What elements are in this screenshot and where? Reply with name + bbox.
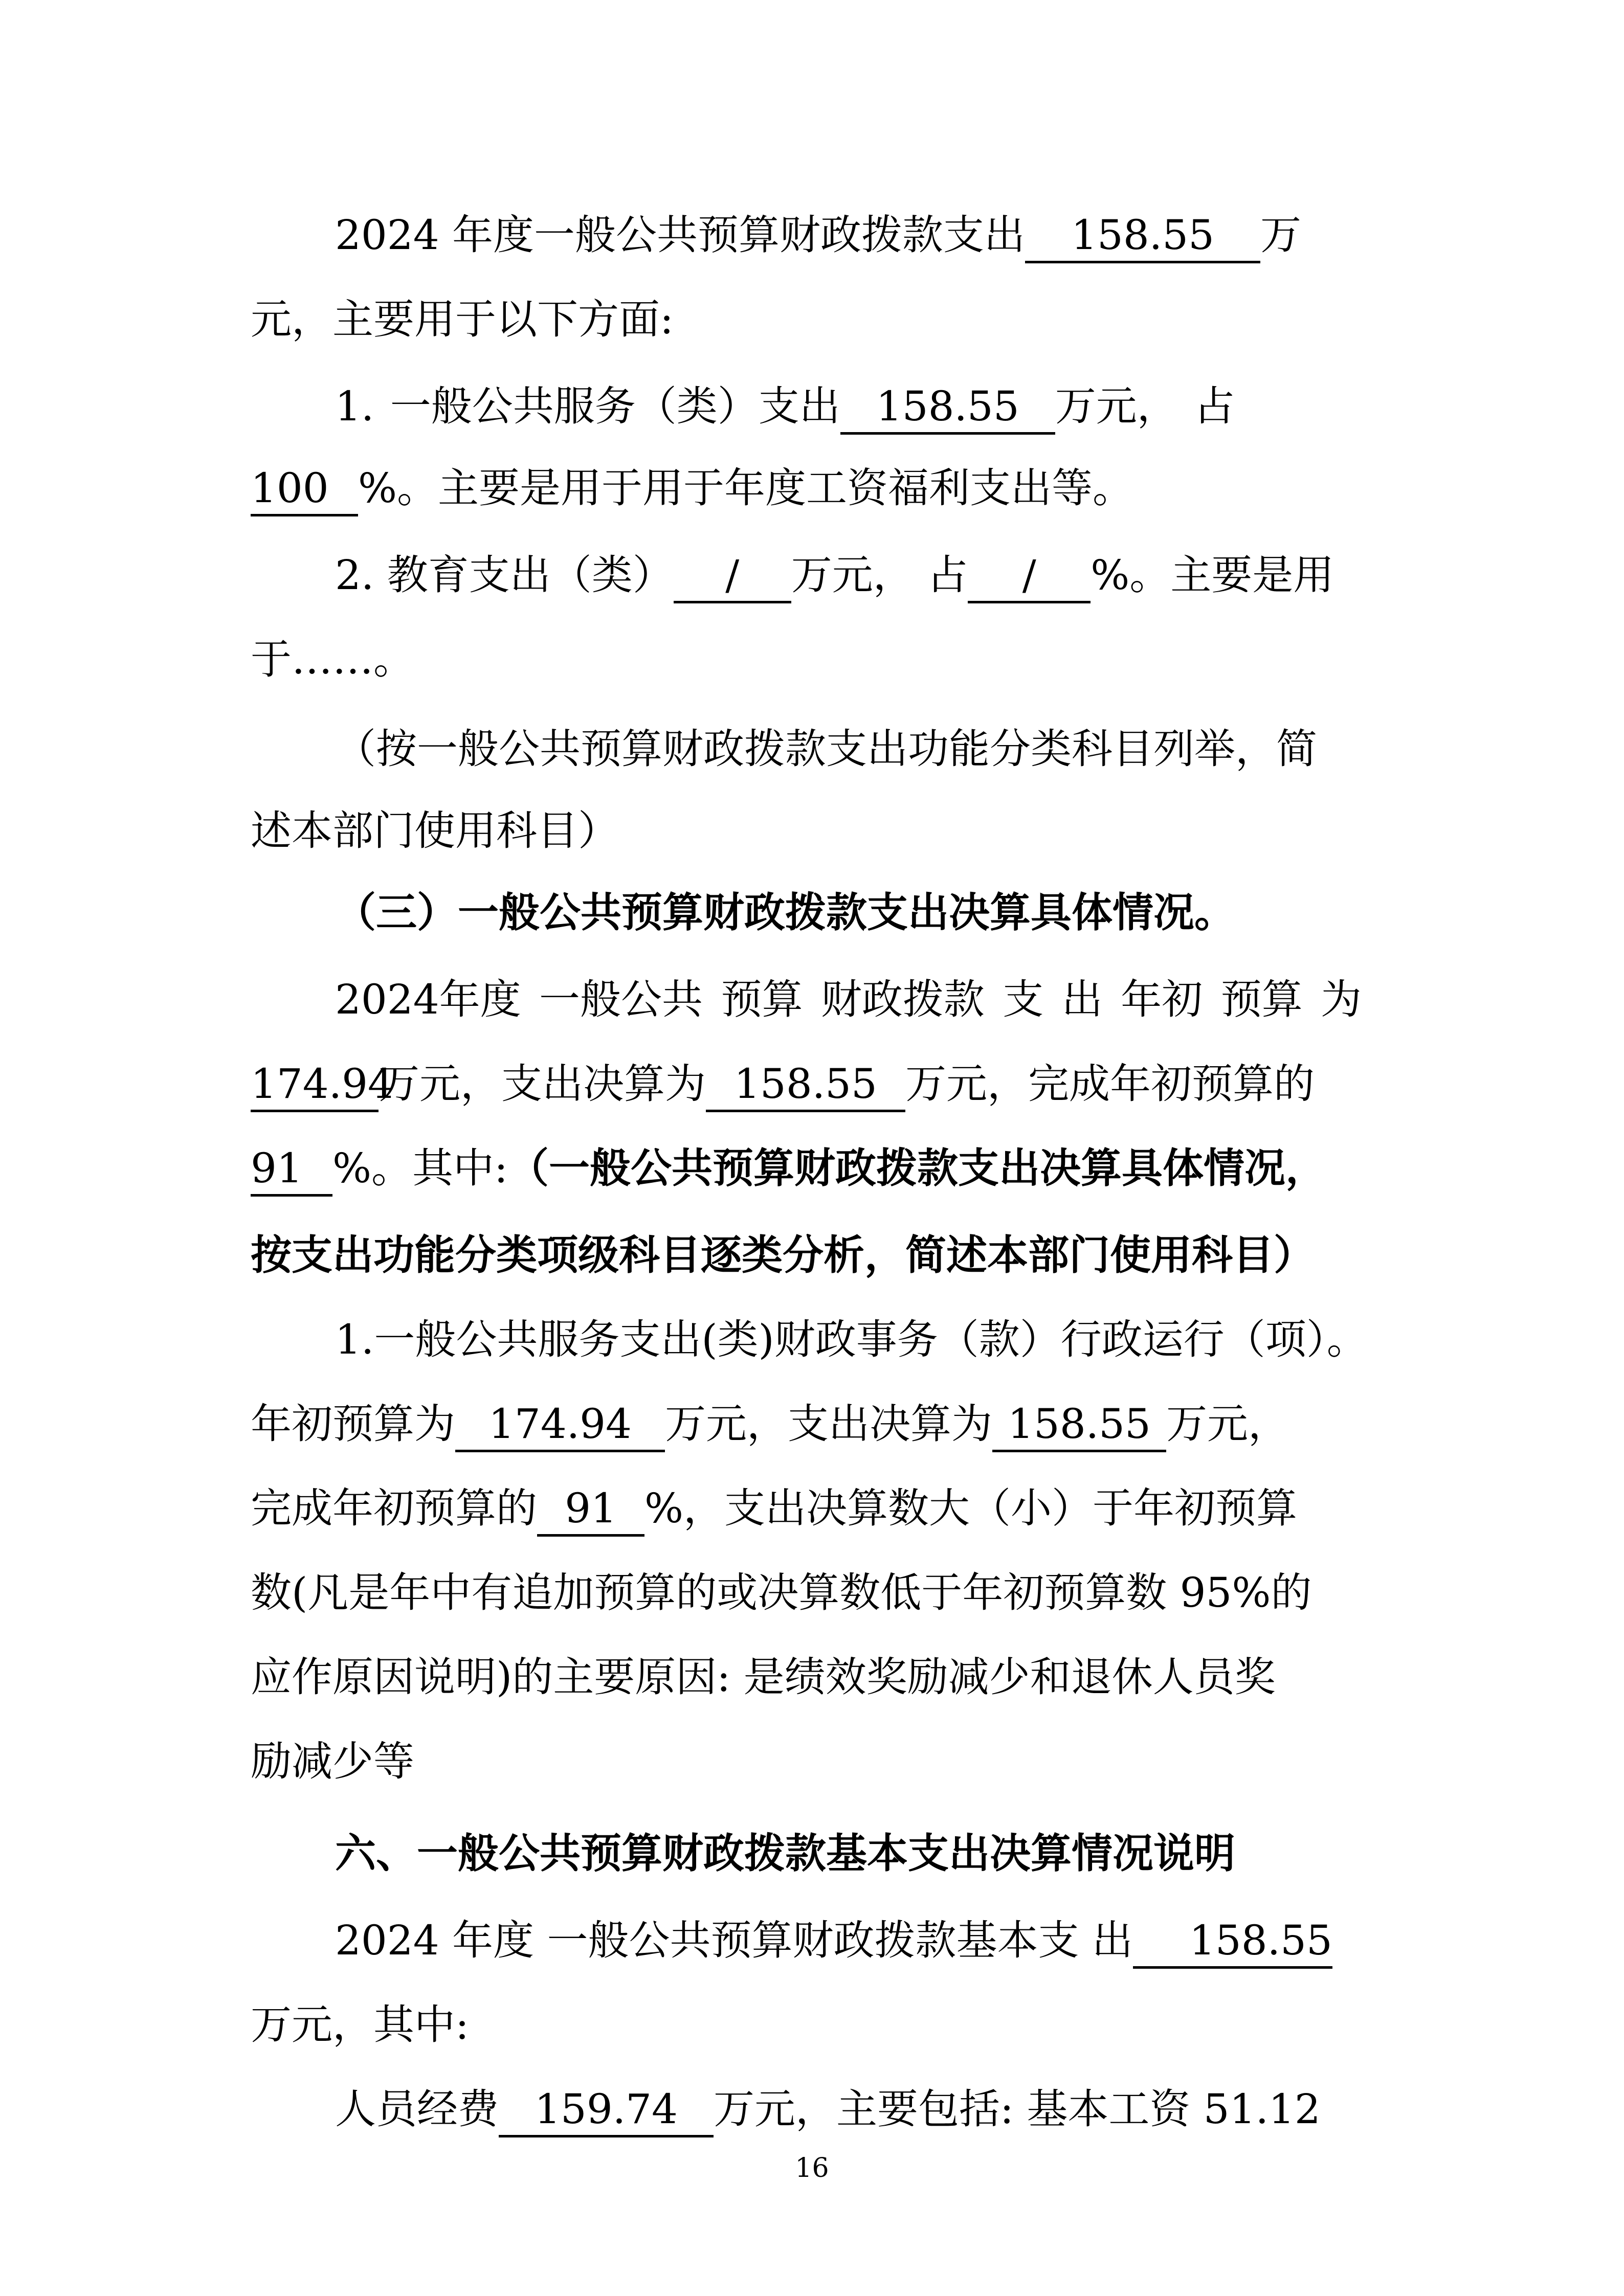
list-item-line bbox=[251, 460, 1133, 516]
paragraph-line bbox=[335, 972, 1362, 1028]
amount-underlined: 158.55 bbox=[1133, 1915, 1332, 1969]
bold-text-span: （一般公共预算财政拨款支出决算具体情况， bbox=[507, 1144, 1326, 1192]
text-span: 万元，支出决算为 bbox=[379, 1060, 706, 1108]
text-span: 万元，完成年初预算的 bbox=[905, 1060, 1315, 1108]
final-underlined: 158.55 bbox=[706, 1059, 905, 1112]
paragraph-line bbox=[335, 1312, 1368, 1368]
text-span: 万元，其中: bbox=[251, 2001, 469, 2049]
text-span: （按一般公共预算财政拨款支出功能分类科目列举，简 bbox=[335, 725, 1317, 773]
paragraph-line bbox=[251, 291, 674, 348]
text-span: 于……。 bbox=[251, 636, 414, 683]
text-span: 元，主要用于以下方面: bbox=[251, 296, 674, 343]
text-span: 年初预算为 bbox=[251, 1400, 455, 1448]
text-span: 数(凡是年中有追加预算的或决算数低于年初预算数 95%的 bbox=[251, 1569, 1312, 1616]
paragraph-line bbox=[251, 1396, 1289, 1452]
list-item-line bbox=[335, 378, 1235, 435]
final-underlined: 158.55 bbox=[992, 1399, 1166, 1452]
section-heading: 六、一般公共预算财政拨款基本支出决算情况说明 bbox=[335, 1830, 1235, 1877]
text-span: 万元，支出决算为 bbox=[665, 1400, 992, 1448]
percent-underlined: / bbox=[968, 550, 1091, 603]
list-item-line bbox=[251, 632, 414, 688]
text-span: 人员经费 bbox=[335, 2085, 499, 2133]
paragraph-line bbox=[251, 1649, 1276, 1705]
note-line bbox=[251, 803, 619, 859]
text-span: 2024 年度一般公共预算财政拨款支出 bbox=[335, 211, 1026, 259]
text-span: 应作原因说明)的主要原因: 是绩效奖励减少和退休人员奖 bbox=[251, 1653, 1276, 1701]
text-span: 2. 教育支出（类） bbox=[335, 551, 674, 599]
percent-underlined: 91 bbox=[251, 1143, 332, 1197]
text-span: 1. 一般公共服务（类）支出 bbox=[335, 382, 840, 430]
text-span: 2024 年度 一般公共预算财政拨款基本支 出 bbox=[335, 1917, 1133, 1964]
paragraph-line: 按支出功能分类项级科目逐类分析，简述本部门使用科目） bbox=[251, 1231, 1315, 1279]
text-span: 励减少等 bbox=[251, 1738, 414, 1785]
text-span: 万元， bbox=[1166, 1400, 1289, 1448]
text-span: %，支出决算数大（小）于年初预算 bbox=[644, 1484, 1298, 1532]
text-span: 万 bbox=[1260, 211, 1302, 259]
text-span: 2024年度 一般公共 预算 财政拨款 支 出 年初 预算 为 bbox=[335, 976, 1362, 1023]
text-span: 1.一般公共服务支出(类)财政事务（款）行政运行（项）。 bbox=[335, 1316, 1368, 1363]
paragraph-line bbox=[251, 1997, 469, 2053]
budget-underlined: 174.94 bbox=[455, 1399, 665, 1452]
note-line bbox=[335, 721, 1317, 777]
text-span: 万元，主要包括: 基本工资 51.12 bbox=[714, 2085, 1321, 2133]
percent-underlined: 100 bbox=[251, 463, 358, 516]
paragraph-line bbox=[335, 2081, 1321, 2137]
paragraph-line bbox=[335, 1912, 1332, 1969]
paragraph-line bbox=[251, 1734, 414, 1790]
text-span: 述本部门使用科目） bbox=[251, 807, 619, 854]
paragraph-line bbox=[251, 1056, 1315, 1112]
amount-underlined: 158.55 bbox=[1025, 210, 1260, 263]
amount-underlined: 158.55 bbox=[840, 381, 1055, 435]
text-span: %。主要是用于用于年度工资福利支出等。 bbox=[358, 464, 1134, 512]
amount-underlined: / bbox=[674, 550, 791, 603]
text-span: %。其中: bbox=[332, 1144, 508, 1192]
personnel-underlined: 159.74 bbox=[499, 2084, 714, 2137]
page-number: 16 bbox=[795, 2153, 829, 2184]
paragraph-line bbox=[335, 207, 1301, 263]
text-span: 万元， 占 bbox=[791, 551, 968, 599]
paragraph-line bbox=[251, 1480, 1297, 1537]
section-heading: （三）一般公共预算财政拨款支出决算具体情况。 bbox=[335, 889, 1235, 936]
list-item-line bbox=[335, 547, 1334, 603]
percent-underlined: 91 bbox=[537, 1483, 644, 1537]
paragraph-line bbox=[251, 1140, 1326, 1197]
text-span: %。主要是用 bbox=[1091, 551, 1334, 599]
paragraph-line bbox=[251, 1565, 1311, 1621]
text-span: 万元， 占 bbox=[1055, 382, 1235, 430]
budget-underlined: 174.94 bbox=[251, 1059, 379, 1112]
text-span: 完成年初预算的 bbox=[251, 1484, 537, 1532]
